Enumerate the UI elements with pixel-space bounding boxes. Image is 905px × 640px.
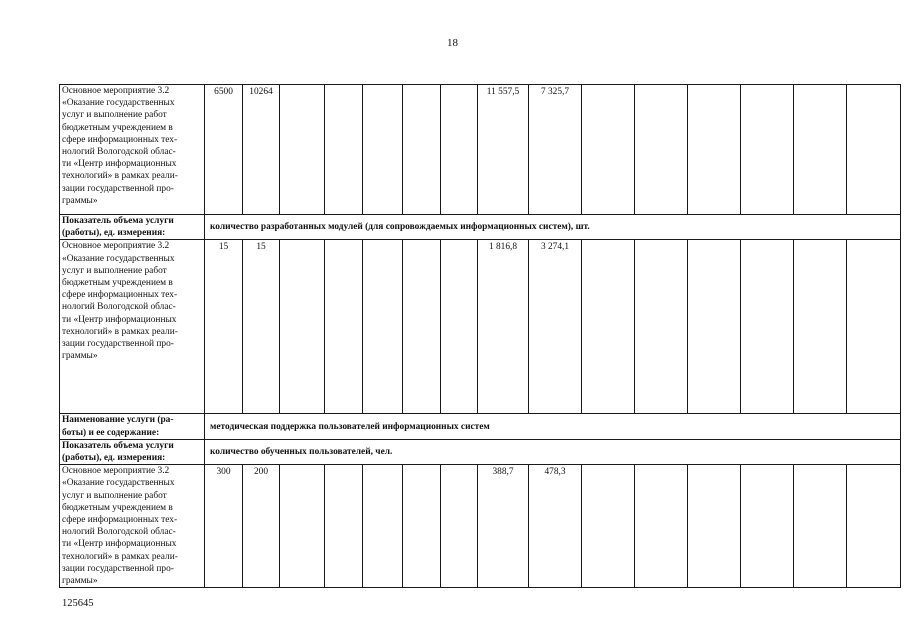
value-cell: 300 bbox=[205, 465, 243, 588]
row-label-line: бюджетным учреждением в bbox=[62, 502, 173, 513]
row-label-line: Основное мероприятие 3.2 bbox=[62, 86, 170, 96]
value-cell bbox=[280, 85, 325, 215]
value-cell bbox=[403, 465, 441, 588]
row-label-line: граммы» bbox=[62, 576, 98, 587]
table-row bbox=[60, 215, 901, 240]
value-cell bbox=[741, 240, 794, 414]
value-cell: 478,3 bbox=[529, 465, 582, 588]
row-label-line: «Оказание государственных bbox=[62, 98, 175, 109]
value-cell: 7 325,7 bbox=[529, 85, 582, 215]
row-span-text: количество обученных пользователей, чел. bbox=[205, 439, 901, 464]
table-row bbox=[60, 85, 901, 215]
value-cell bbox=[741, 465, 794, 588]
value-cell: 11 557,5 bbox=[478, 85, 529, 215]
row-label bbox=[60, 414, 205, 439]
row-label-line: технологий» в рамках реали- bbox=[62, 326, 178, 337]
row-label-line: нологий Вологодской облас- bbox=[62, 527, 176, 538]
value-cell: 3 274,1 bbox=[529, 240, 582, 414]
value-cell bbox=[403, 85, 441, 215]
row-label-line: зации государственной про- bbox=[62, 563, 174, 574]
document-code: 125645 bbox=[62, 598, 94, 609]
row-label-line: граммы» bbox=[62, 351, 98, 362]
row-label bbox=[60, 215, 205, 240]
table-row bbox=[60, 414, 901, 439]
service-table bbox=[59, 84, 901, 588]
value-cell bbox=[582, 465, 635, 588]
row-label-line: «Оказание государственных bbox=[62, 478, 175, 489]
row-span-text: количество разработанных модулей (для сопровождаемых информационных систем), шт. bbox=[205, 215, 901, 240]
row-label-line: зации государственной про- bbox=[62, 339, 174, 350]
value-cell bbox=[582, 240, 635, 414]
row-label-line: Основное мероприятие 3.2 bbox=[62, 466, 170, 477]
value-cell bbox=[325, 85, 363, 215]
row-label-line: «Оказание государственных bbox=[62, 253, 175, 264]
value-cell bbox=[688, 465, 741, 588]
row-label-line: ти «Центр информационных bbox=[62, 159, 177, 170]
value-cell bbox=[635, 85, 688, 215]
value-cell bbox=[794, 240, 847, 414]
value-cell bbox=[635, 465, 688, 588]
row-label-line: технологий» в рамках реали- bbox=[62, 171, 178, 182]
value-cell: 15 bbox=[205, 240, 243, 414]
value-cell bbox=[403, 240, 441, 414]
value-cell bbox=[847, 85, 901, 215]
row-label-line: (работы), ед. измерения: bbox=[62, 228, 166, 239]
value-cell bbox=[582, 85, 635, 215]
value-cell bbox=[847, 465, 901, 588]
row-label-line: Показатель объема услуги bbox=[62, 216, 174, 226]
value-cell bbox=[635, 240, 688, 414]
value-cell bbox=[441, 465, 478, 588]
value-cell bbox=[688, 85, 741, 215]
value-cell bbox=[794, 465, 847, 588]
value-cell: 10264 bbox=[243, 85, 280, 215]
row-label-line: нологий Вологодской облас- bbox=[62, 147, 176, 158]
row-label-line: зации государственной про- bbox=[62, 183, 174, 194]
page-number: 18 bbox=[447, 37, 458, 49]
row-label bbox=[60, 240, 205, 414]
row-label-line: услуг и выполнение работ bbox=[62, 110, 167, 121]
row-label-line: нологий Вологодской облас- bbox=[62, 302, 176, 313]
value-cell bbox=[441, 240, 478, 414]
row-label-line: ти «Центр информационных bbox=[62, 314, 177, 325]
row-label-line: сфере информационных тех- bbox=[62, 134, 178, 145]
value-cell bbox=[688, 240, 741, 414]
value-cell bbox=[363, 240, 403, 414]
value-cell: 1 816,8 bbox=[478, 240, 529, 414]
table-row bbox=[60, 439, 901, 464]
value-cell bbox=[363, 85, 403, 215]
table-row bbox=[60, 465, 901, 588]
value-cell bbox=[363, 465, 403, 588]
row-label-line: услуг и выполнение работ bbox=[62, 265, 167, 276]
row-label-line: Основное мероприятие 3.2 bbox=[62, 241, 170, 252]
row-label bbox=[60, 85, 205, 215]
row-label-line: услуг и выполнение работ bbox=[62, 490, 167, 501]
row-label-line: боты) и ее содержание: bbox=[62, 427, 160, 438]
row-label-line: Показатель объема услуги bbox=[62, 440, 174, 451]
value-cell bbox=[325, 465, 363, 588]
value-cell bbox=[325, 240, 363, 414]
row-label-line: бюджетным учреждением в bbox=[62, 278, 173, 289]
row-label-line: бюджетным учреждением в bbox=[62, 122, 173, 133]
value-cell: 200 bbox=[243, 465, 280, 588]
row-label-line: сфере информационных тех- bbox=[62, 290, 178, 301]
table-row bbox=[60, 240, 901, 414]
value-cell bbox=[847, 240, 901, 414]
value-cell bbox=[441, 85, 478, 215]
table-body bbox=[60, 85, 901, 588]
value-cell bbox=[741, 85, 794, 215]
row-label bbox=[60, 465, 205, 588]
row-label-line: сфере информационных тех- bbox=[62, 515, 178, 526]
row-label-line: (работы), ед. измерения: bbox=[62, 453, 166, 464]
value-cell: 6500 bbox=[205, 85, 243, 215]
value-cell bbox=[794, 85, 847, 215]
row-label-line: Наименование услуги (ра- bbox=[62, 415, 174, 426]
value-cell bbox=[280, 465, 325, 588]
value-cell bbox=[280, 240, 325, 414]
row-span-text: методическая поддержка пользователей информационных систем bbox=[205, 414, 901, 439]
row-label-line: технологий» в рамках реали- bbox=[62, 551, 178, 562]
row-label bbox=[60, 439, 205, 464]
value-cell: 15 bbox=[243, 240, 280, 414]
value-cell: 388,7 bbox=[478, 465, 529, 588]
row-label-line: ти «Центр информационных bbox=[62, 539, 177, 550]
row-label-line: граммы» bbox=[62, 195, 98, 206]
